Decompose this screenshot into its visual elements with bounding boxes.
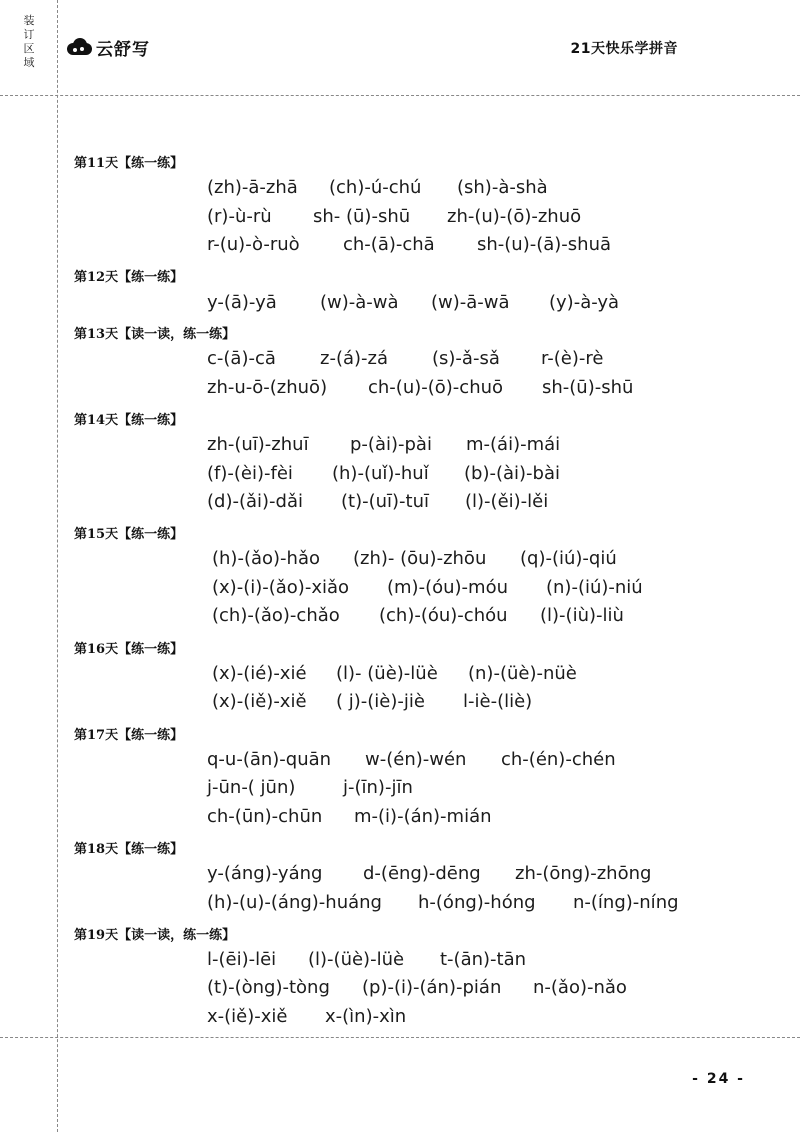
pinyin-item: zh-(ōng)-zhōng xyxy=(515,863,652,884)
binding-char: 域 xyxy=(23,56,35,69)
pinyin-item: n-(íng)-níng xyxy=(573,892,679,913)
pinyin-item: zh-(u)-(ō)-zhuō xyxy=(447,206,582,227)
pinyin-item: (x)-(iě)-xiě xyxy=(212,691,307,712)
practice-row xyxy=(207,777,413,798)
pinyin-item: z-(á)-zá xyxy=(320,348,388,369)
pinyin-item: (q)-(iú)-qiú xyxy=(520,548,617,569)
pinyin-item: d-(ēng)-dēng xyxy=(363,863,481,884)
practice-row xyxy=(207,892,679,913)
logo-text: 云舒写 xyxy=(96,39,150,60)
binding-guide-vertical xyxy=(57,0,58,1132)
pinyin-item: q-u-(ān)-quān xyxy=(207,749,332,770)
pinyin-item: (ch)-(ǎo)-chǎo xyxy=(212,605,340,626)
day-19-label: 第19天【读一读，练一练】 xyxy=(74,928,236,943)
pinyin-item: (ch)-ú-chú xyxy=(329,177,422,198)
pinyin-item: zh-(uī)-zhuī xyxy=(207,434,309,455)
pinyin-item: w-(én)-wén xyxy=(365,749,467,770)
pinyin-item: sh- (ū)-shū xyxy=(313,206,411,227)
pinyin-item: (l)- (üè)-lüè xyxy=(336,663,438,684)
practice-row xyxy=(207,234,611,255)
pinyin-item: (b)-(ài)-bài xyxy=(464,463,560,484)
pinyin-item: (t)-(òng)-tòng xyxy=(207,977,330,998)
pinyin-item: r-(è)-rè xyxy=(541,348,604,369)
practice-row xyxy=(207,806,492,827)
practice-row xyxy=(207,491,548,512)
day-11-label: 第11天【练一练】 xyxy=(74,156,184,171)
pinyin-item: (ch)-(óu)-chóu xyxy=(379,605,508,626)
practice-row xyxy=(207,206,581,227)
pinyin-item: (n)-(iú)-niú xyxy=(546,577,643,598)
pinyin-item: (zh)- (ōu)-zhōu xyxy=(353,548,487,569)
logo xyxy=(66,35,150,59)
pinyin-item: (zh)-ā-zhā xyxy=(207,177,298,198)
pinyin-item: ch-(u)-(ō)-chuō xyxy=(368,377,504,398)
pinyin-item: (y)-à-yà xyxy=(549,292,620,313)
pinyin-item: sh-(u)-(ā)-shuā xyxy=(477,234,612,255)
practice-row xyxy=(207,863,651,884)
practice-row xyxy=(207,292,619,313)
pinyin-item: m-(ái)-mái xyxy=(466,434,561,455)
pinyin-item: (d)-(ǎi)-dǎi xyxy=(207,491,303,512)
day-12-label: 第12天【练一练】 xyxy=(74,270,184,285)
pinyin-item: (n)-(üè)-nüè xyxy=(468,663,577,684)
pinyin-item: (h)-(ǎo)-hǎo xyxy=(212,548,320,569)
cloud-icon xyxy=(66,37,92,57)
day-17-label: 第17天【练一练】 xyxy=(74,728,184,743)
pinyin-item: l-(ēi)-lēi xyxy=(207,949,277,970)
pinyin-item: zh-u-ō-(zhuō) xyxy=(207,377,328,398)
pinyin-item: ch-(ūn)-chūn xyxy=(207,806,323,827)
pinyin-item: j-(īn)-jīn xyxy=(343,777,413,798)
pinyin-item: (m)-(óu)-móu xyxy=(387,577,508,598)
pinyin-item: (l)-(ěi)-lěi xyxy=(465,491,549,512)
pinyin-item: (f)-(èi)-fèi xyxy=(207,463,293,484)
binding-char: 订 xyxy=(23,28,35,41)
pinyin-item: y-(áng)-yáng xyxy=(207,863,323,884)
practice-row xyxy=(207,977,627,998)
practice-row xyxy=(207,463,560,484)
practice-row xyxy=(212,548,617,569)
pinyin-item: (w)-à-wà xyxy=(320,292,399,313)
pinyin-item: (l)-(üè)-lüè xyxy=(308,949,405,970)
pinyin-item: ( j)-(iè)-jiè xyxy=(336,691,425,712)
pinyin-item: ch-(én)-chén xyxy=(501,749,616,770)
practice-row xyxy=(212,605,624,626)
day-16-label: 第16天【练一练】 xyxy=(74,642,184,657)
practice-row xyxy=(207,377,633,398)
pinyin-item: x-(iě)-xiě xyxy=(207,1006,288,1027)
practice-row xyxy=(207,749,616,770)
pinyin-item: m-(i)-(án)-mián xyxy=(354,806,492,827)
footer-divider xyxy=(0,1037,800,1038)
pinyin-item: c-(ā)-cā xyxy=(207,348,276,369)
pinyin-item: (p)-(i)-(án)-pián xyxy=(362,977,502,998)
pinyin-item: (l)-(iù)-liù xyxy=(540,605,624,626)
pinyin-item: (w)-ā-wā xyxy=(431,292,510,313)
pinyin-item: j-ūn-( jūn) xyxy=(207,777,296,798)
pinyin-item: r-(u)-ò-ruò xyxy=(207,234,300,255)
book-title: 21天快乐学拼音 xyxy=(570,41,678,57)
practice-row xyxy=(207,1006,406,1027)
practice-row xyxy=(207,348,603,369)
binding-area-label xyxy=(20,14,38,70)
day-14-label: 第14天【练一练】 xyxy=(74,413,184,428)
pinyin-item: ch-(ā)-chā xyxy=(343,234,435,255)
pinyin-item: l-iè-(liè) xyxy=(463,691,533,712)
day-13-label: 第13天【读一读，练一练】 xyxy=(74,327,236,342)
page-number: - 24 - xyxy=(692,1071,745,1087)
practice-row xyxy=(207,434,560,455)
pinyin-item: (h)-(uǐ)-huǐ xyxy=(332,463,429,484)
pinyin-item: x-(ìn)-xìn xyxy=(325,1006,407,1027)
practice-row xyxy=(212,577,643,598)
pinyin-item: (x)-(ié)-xié xyxy=(212,663,307,684)
pinyin-item: (sh)-à-shà xyxy=(457,177,548,198)
pinyin-item: (t)-(uī)-tuī xyxy=(341,491,430,512)
pinyin-item: (h)-(u)-(áng)-huáng xyxy=(207,892,382,913)
practice-row xyxy=(212,663,577,684)
binding-char: 区 xyxy=(23,42,35,55)
pinyin-item: p-(ài)-pài xyxy=(350,434,432,455)
pinyin-item: n-(ǎo)-nǎo xyxy=(533,977,627,998)
pinyin-item: (x)-(i)-(ǎo)-xiǎo xyxy=(212,577,350,598)
pinyin-item: t-(ān)-tān xyxy=(440,949,527,970)
pinyin-item: sh-(ū)-shū xyxy=(542,377,634,398)
day-15-label: 第15天【练一练】 xyxy=(74,527,184,542)
practice-row xyxy=(207,177,548,198)
pinyin-item: y-(ā)-yā xyxy=(207,292,277,313)
pinyin-item: (r)-ù-rù xyxy=(207,206,272,227)
header-divider xyxy=(0,95,800,96)
practice-row xyxy=(212,691,532,712)
pinyin-item: h-(óng)-hóng xyxy=(418,892,536,913)
binding-char: 装 xyxy=(23,14,35,27)
day-18-label: 第18天【练一练】 xyxy=(74,842,184,857)
pinyin-item: (s)-ǎ-sǎ xyxy=(432,348,500,369)
practice-row xyxy=(207,949,526,970)
